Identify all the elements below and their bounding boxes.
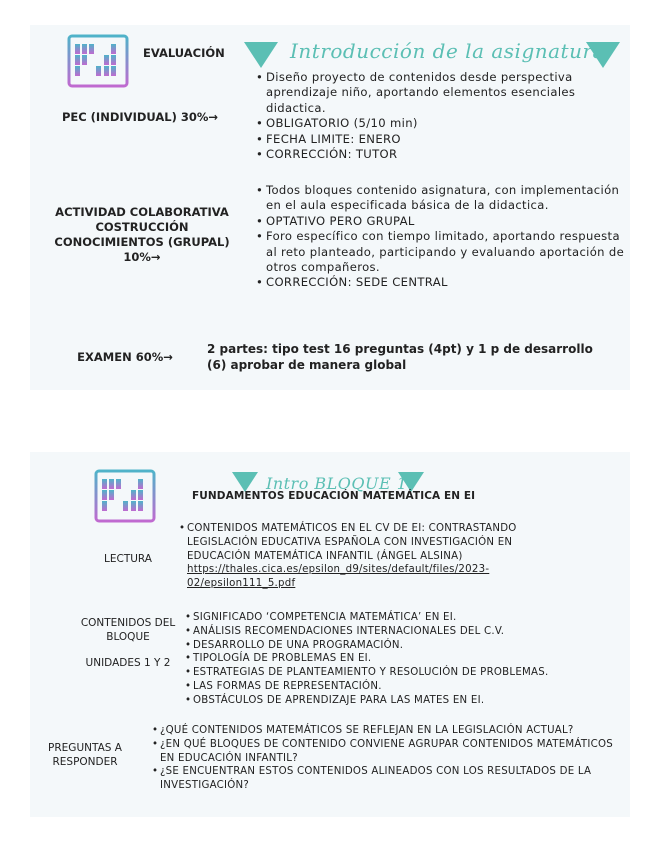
triangle-right-icon bbox=[398, 472, 424, 492]
lectura-label: LECTURA bbox=[104, 553, 152, 565]
list-item: • ¿QUÉ CONTENIDOS MATEMÁTICOS SE REFLEJAN EN LA LEGISLACIÓN ACTUAL? bbox=[160, 724, 629, 738]
lectura-wrap bbox=[178, 522, 573, 591]
list-item: • Todos bloques contenido asignatura, con implementación en el aula especificada básica de la didactica. bbox=[266, 183, 627, 214]
abacus-icon bbox=[93, 468, 157, 524]
actividad-list-wrap bbox=[255, 183, 627, 291]
list-item: • Foro específico con tiempo limitado, aportando respuesta al reto planteado, participando y evaluando aportación de otros compañeros. bbox=[266, 229, 627, 275]
examen-text: 2 partes: tipo test 16 preguntas (4pt) y 1 p de desarrollo (6) aprobar de manera global bbox=[207, 342, 593, 372]
preguntas-wrap bbox=[151, 724, 629, 793]
list-item: • ¿SE ENCUENTRAN ESTOS CONTENIDOS ALINEADOS CON LOS RESULTADOS DE LA INVESTIGACIÓN? bbox=[160, 765, 629, 793]
contenidos-wrap bbox=[184, 611, 624, 708]
list-item: • SIGNIFICADO ‘COMPETENCIA MATEMÁTICA’ EN EI. bbox=[193, 611, 624, 625]
list-item: • OBLIGATORIO (5/10 min) bbox=[266, 116, 627, 131]
pec-list bbox=[255, 70, 627, 162]
evaluacion-label: EVALUACIÓN bbox=[143, 46, 225, 60]
list-item: • CORRECCIÓN: SEDE CENTRAL bbox=[266, 275, 627, 290]
list-item: • LAS FORMAS DE REPRESENTACIÓN. bbox=[193, 680, 624, 694]
intro-title: Introducción de la asignatura bbox=[290, 39, 605, 63]
bloque-subtitle: FUNDAMENTOS EDUCACIÓN MATEMÁTICA EN EI bbox=[192, 490, 476, 502]
list-item: • ESTRATEGIAS DE PLANTEAMIENTO Y RESOLUCIÓN DE PROBLEMAS. bbox=[193, 666, 624, 680]
lectura-link[interactable]: https://thales.cica.es/epsilon_d9/sites/default/files/2023-02/epsilon111_5.pdf bbox=[187, 564, 490, 590]
triangle-left-icon bbox=[232, 472, 258, 492]
list-item: • Diseño proyecto de contenidos desde perspectiva aprendizaje niño, aportando elementos esenciales didactica. bbox=[266, 70, 627, 116]
lectura-list bbox=[178, 522, 573, 591]
list-item: • ANÁLISIS RECOMENDACIONES INTERNACIONALES DEL C.V. bbox=[193, 625, 624, 639]
pec-label: PEC (INDIVIDUAL) 30%→ bbox=[61, 110, 219, 124]
list-item: • FECHA LIMITE: ENERO bbox=[266, 132, 627, 147]
list-item: • OBSTÁCULOS DE APRENDIZAJE PARA LAS MATES EN EI. bbox=[193, 694, 624, 708]
list-item: • DESARROLLO DE UNA PROGRAMACIÓN. bbox=[193, 639, 624, 653]
list-item: • TIPOLOGÍA DE PROBLEMAS EN EI. bbox=[193, 652, 624, 666]
list-item: • CORRECCIÓN: TUTOR bbox=[266, 147, 627, 162]
actividad-label: ACTIVIDAD COLABORATIVA COSTRUCCIÓN CONOCIMIENTOS (GRUPAL) 10%→ bbox=[54, 205, 230, 264]
bloque-title: Intro BLOQUE 1 bbox=[266, 474, 408, 493]
triangle-right-icon bbox=[586, 42, 620, 68]
preguntas-list bbox=[151, 724, 629, 793]
unidades-label: UNIDADES 1 Y 2 bbox=[85, 657, 171, 669]
lectura-text: CONTENIDOS MATEMÁTICOS EN EL CV DE EI: CONTRASTANDO LEGISLACIÓN EDUCATIVA ESPAÑOLA CON INVESTIGACIÓN EN EDUCACIÓN MATEMÁTICA INFANTIL (ÁNGEL ALSINA) bbox=[187, 523, 517, 562]
list-item: • OPTATIVO PERO GRUPAL bbox=[266, 214, 627, 229]
list-item bbox=[187, 522, 573, 591]
abacus-icon bbox=[66, 33, 130, 89]
preguntas-label: PREGUNTAS A RESPONDER bbox=[48, 742, 122, 768]
contenidos-label: CONTENIDOS DEL BLOQUE bbox=[80, 617, 176, 643]
triangle-left-icon bbox=[244, 42, 278, 68]
list-item: • ¿EN QUÉ BLOQUES DE CONTENIDO CONVIENE AGRUPAR CONTENIDOS MATEMÁTICOS EN EDUCACIÓN INFANTIL? bbox=[160, 738, 629, 766]
contenidos-list bbox=[184, 611, 624, 708]
pec-list-wrap bbox=[255, 70, 627, 162]
examen-label: EXAMEN 60%→ bbox=[77, 350, 173, 364]
actividad-list bbox=[255, 183, 627, 291]
